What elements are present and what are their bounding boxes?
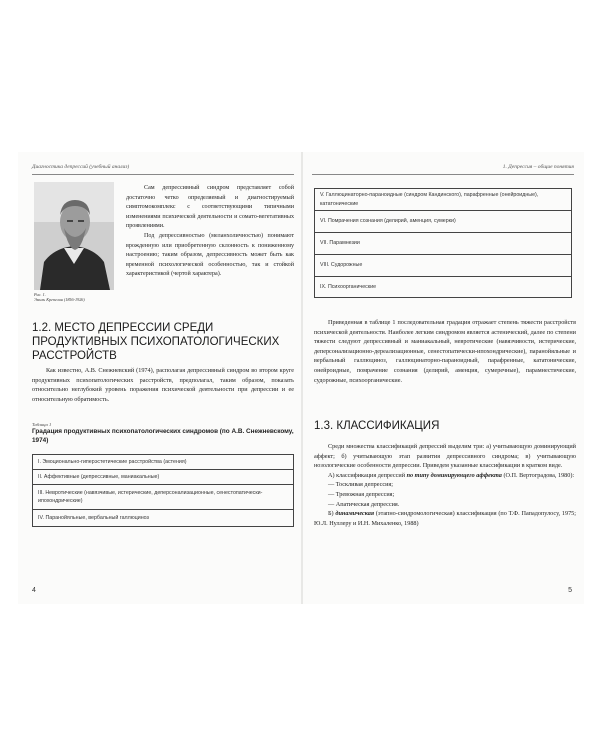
right-header-rule	[312, 174, 574, 175]
class-a-suffix: (О.П. Вертоградова, 1980):	[501, 471, 575, 479]
table-row: VIII. Судорожные	[315, 255, 571, 277]
intro-paragraph: Под депрессивностью (меланхоличностью) понимают врожденную или приобретенную склонность к пониженному настроению; таким образом, депрессивность может быть как временной психологической особенностью, так и стойкой характеристикой (чертой характера).	[126, 232, 294, 278]
right-running-head: 1. Депрессия – общие понятия	[502, 164, 574, 170]
page-number: 4	[32, 587, 36, 594]
table-row: III. Невротические (навязчивые, истерические, деперсонализационные, сенестопатически-ипохондрические)	[33, 485, 293, 510]
body-paragraph: Среди множества классификаций депрессий выделим три: а) учитывающую доминирующий аффект; б) учитывающую этап развития депрессивного синдрома; в) учитывающую нозологические особенности депрессии. Приведем указанные классификации в кратком виде.	[314, 443, 576, 470]
page-number: 5	[568, 587, 572, 594]
body-paragraph: Приведенная в таблице 1 последовательная градация отражает степень тяжести расстройств психической деятельности. Наиболее легким синдромом является астенический, далее по степени тяжести следуют депрессивный и маниакальный, невротические (навязчивости, истерические, деперсонализационно-дереализационные, сенестопатически-ипохондрические), паранойяльные и вербальный галлюциноз, галлюцинаторно-параноидный, парафренные, кататонические, онейроидные, помрачение сознания (делирий, аменция, сумеречные), парамнестические, судорожные, психоорганические.	[314, 319, 576, 384]
left-page	[18, 152, 298, 604]
class-b-prefix: Б)	[328, 510, 336, 518]
portrait-photo-icon	[34, 182, 114, 290]
body-paragraph: Как известно, А.В. Снежневский (1974), располагая депрессивный синдром во втором круге продуктивных психопатологических расстройств, предполагал, таким образом, показать относительно неглубокий уровень поражения психической деятельности при депрессии и ее относительную обратимость.	[32, 367, 294, 403]
book-gutter	[301, 152, 303, 604]
section-1-2-text	[32, 366, 294, 404]
list-item: — Тоскливая депрессия;	[328, 481, 393, 489]
section-heading-1-3: 1.3. КЛАССИФИКАЦИЯ	[314, 420, 440, 432]
intro-paragraph: Сам депрессивный синдром представляет собой достаточно четко определяемый и диагностируемый симптомокомплекс с соответствующими типичными изменениями психической деятельности и сомато-вегетативных проявлениями.	[126, 185, 294, 230]
class-a-emphasis: по типу доминирующего аффекта	[406, 471, 502, 479]
classification-a	[314, 471, 576, 481]
caption-name: Эмиль Крепелин (1856-1926)	[34, 297, 85, 303]
table-row: II. Аффективные (депрессивные, маниакальные)	[33, 470, 293, 485]
class-b-emphasis: динамическая	[335, 510, 375, 518]
left-header-rule	[32, 174, 294, 175]
list-item: — Тревожная депрессия;	[328, 490, 395, 498]
table-row: VI. Помрачения сознания (делирий, аменция, сумерки)	[315, 211, 571, 233]
kraepelin-portrait	[34, 182, 114, 290]
table-label: Таблица 1	[32, 422, 52, 427]
book-spread	[18, 152, 584, 604]
list-item: — Апатическая депрессия.	[328, 500, 400, 508]
classification-text	[314, 442, 576, 528]
intro-text	[126, 184, 294, 280]
table-row: V. Галлюцинаторно-параноидные (синдром Кандинского), парафренные (онейроидные), кататонические	[315, 189, 571, 211]
table-row: I. Эмоционально-гиперэстетические расстройства (астения)	[33, 455, 293, 470]
class-a-prefix: А) классификация депрессий	[328, 471, 407, 479]
table-title: Градация продуктивных психопатологических синдромов (по А.В. Снежневскому, 1974)	[32, 428, 294, 444]
gradation-text	[314, 318, 576, 385]
left-running-head: Диагностика депрессий (учебный анализ)	[32, 164, 130, 170]
syndrome-table-part-2	[314, 188, 572, 298]
right-page	[306, 152, 584, 604]
portrait-caption	[34, 292, 124, 303]
section-heading-1-2: 1.2. МЕСТО ДЕПРЕССИИ СРЕДИ ПРОДУКТИВНЫХ ПСИХОПАТОЛОГИЧЕСКИХ РАССТРОЙСТВ	[32, 322, 280, 362]
syndrome-table-part-1	[32, 454, 294, 527]
caption-figure-label: Рис. 1.	[34, 292, 46, 297]
table-row: IV. Паранойяльные, вербальный галлюциноз	[38, 514, 149, 521]
classification-b	[314, 509, 576, 528]
class-b-suffix: (этапно-синдромологическая) классификация (по Т.Ф. Пападопулосу, 1975; Ю.Л. Нуллеру и И.Н. Михаленко, 1988)	[314, 510, 576, 527]
table-row: IX. Психоорганические	[320, 283, 377, 290]
table-row: VII. Парамнезии	[315, 233, 571, 255]
